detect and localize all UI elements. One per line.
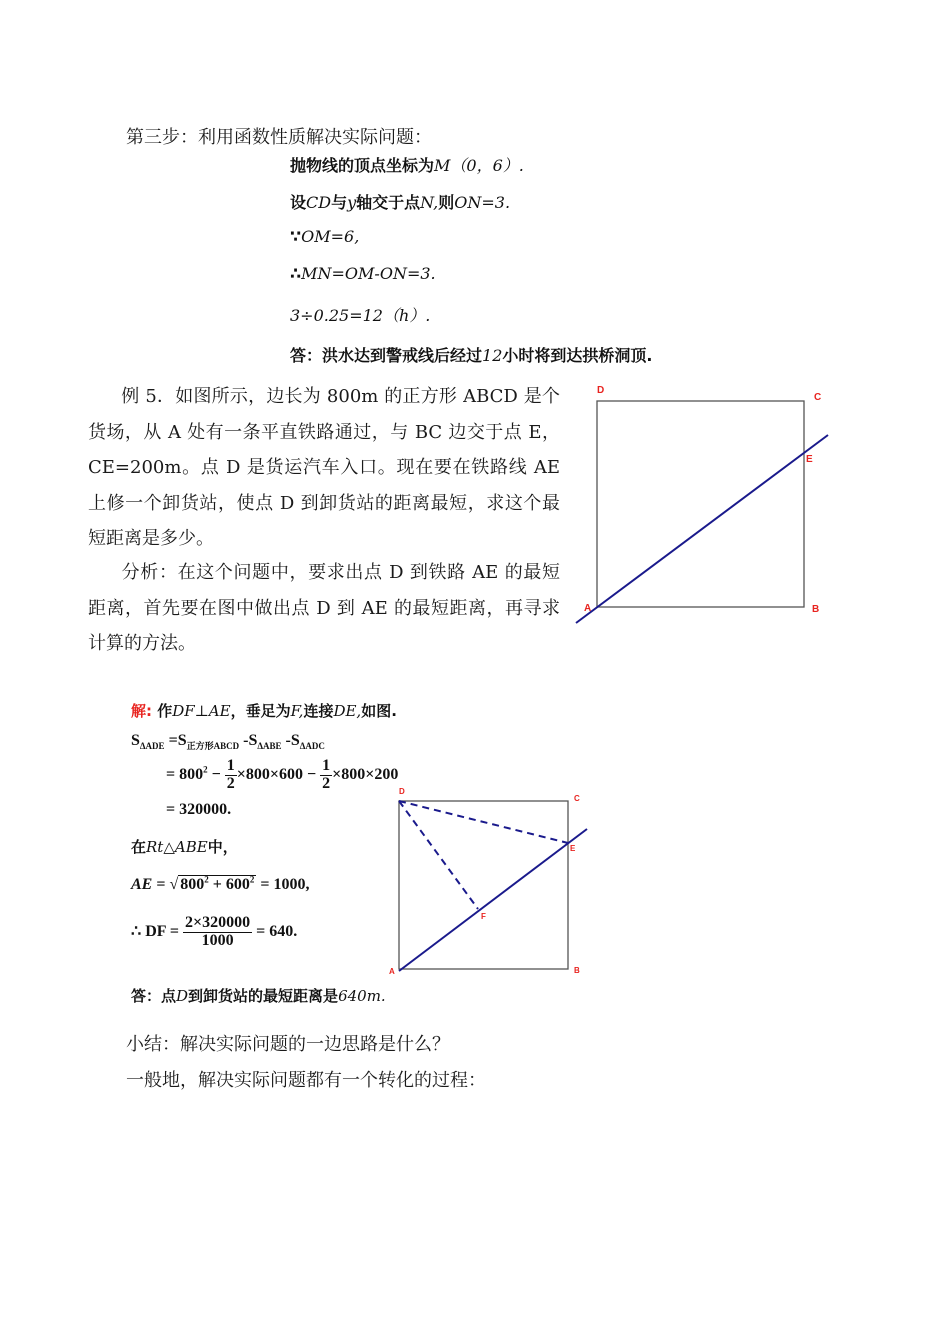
square-abcd-2 xyxy=(399,801,568,969)
label-a: A xyxy=(584,603,592,614)
label-d: D xyxy=(597,385,605,396)
step3-answer: 答：洪水达到警戒线后经过12小时将到达拱桥洞顶. xyxy=(290,346,653,365)
de-segment xyxy=(399,801,568,843)
summary-general: 一般地，解决实际问题都有一个转化的过程： xyxy=(126,1070,486,1091)
label-a-2: A xyxy=(389,967,395,976)
rt-triangle-line: 在Rt△ABE中， xyxy=(131,838,238,856)
df-perpendicular xyxy=(399,801,478,909)
ae-equation: AE = √ $800^2 + 600^2 = 1000$, xyxy=(131,874,310,893)
because-line: ∵OM=6, xyxy=(290,227,360,246)
railway-line xyxy=(576,435,828,623)
area-calculation: = $800^2$ − $\frac{1}{2}$ ×800×600 − $\frac{1}{2}$ ×800×200 xyxy=(166,757,399,792)
cd-intersect-line: 设CD与y轴交于点N,则ON=3. xyxy=(290,193,511,212)
step3-heading: 第三步：利用函数性质解决实际问题： xyxy=(126,127,432,148)
label-e-2: E xyxy=(570,844,576,853)
label-b-2: B xyxy=(574,966,580,975)
square-abcd xyxy=(597,401,804,607)
label-c: C xyxy=(814,392,822,403)
figure-square-railway xyxy=(570,380,840,630)
label-b: B xyxy=(812,604,820,615)
area-equation: $S_{\Delta ADE} =S_{正方形ABCD}$ $-S_{\Delta ABE}$ $-S_{\Delta ADC}$ xyxy=(131,732,325,752)
solution-answer: 答：点D到卸货站的最短距离是640m. xyxy=(131,987,386,1005)
label-e: E xyxy=(806,454,813,465)
division-line: 3÷0.25=12（h）. xyxy=(290,306,431,325)
df-equation: ∴ DF = $\frac{2\times 320000}{1000}$ = 640. xyxy=(131,914,298,949)
example5-text: 例 5．如图所示，边长为 800m 的正方形 ABCD 是个货场，从 A 处有一条平直铁路通过，与 BC 边交于点 E，CE=200m。点 D 是货运汽车入口。现在要在铁路线 AE 上修一个卸货站，使点 D 到卸货站的距离最短，求这个最短距离是多少。 xyxy=(88,386,560,549)
summary-question: 小结：解决实际问题的一边思路是什么？ xyxy=(126,1034,450,1055)
label-c-2: C xyxy=(574,794,580,803)
figure-solution xyxy=(385,783,595,983)
railway-line-2 xyxy=(399,829,587,971)
solution-line1: 解: 作DF⊥AE，垂足为F,连接DE,如图. xyxy=(131,702,397,720)
area-result: = 320000. xyxy=(166,801,232,818)
vertex-line: 抛物线的顶点坐标为M（0，6）. xyxy=(290,156,524,175)
label-d-2: D xyxy=(399,787,405,796)
label-f-2: F xyxy=(481,912,486,921)
therefore-line: ∴MN=OM-ON=3. xyxy=(290,264,436,283)
example5-analysis: 分析：在这个问题中，要求出点 D 到铁路 AE 的最短距离，首先要在图中做出点 D 到 AE 的最短距离，再寻求计算的方法。 xyxy=(88,562,560,654)
